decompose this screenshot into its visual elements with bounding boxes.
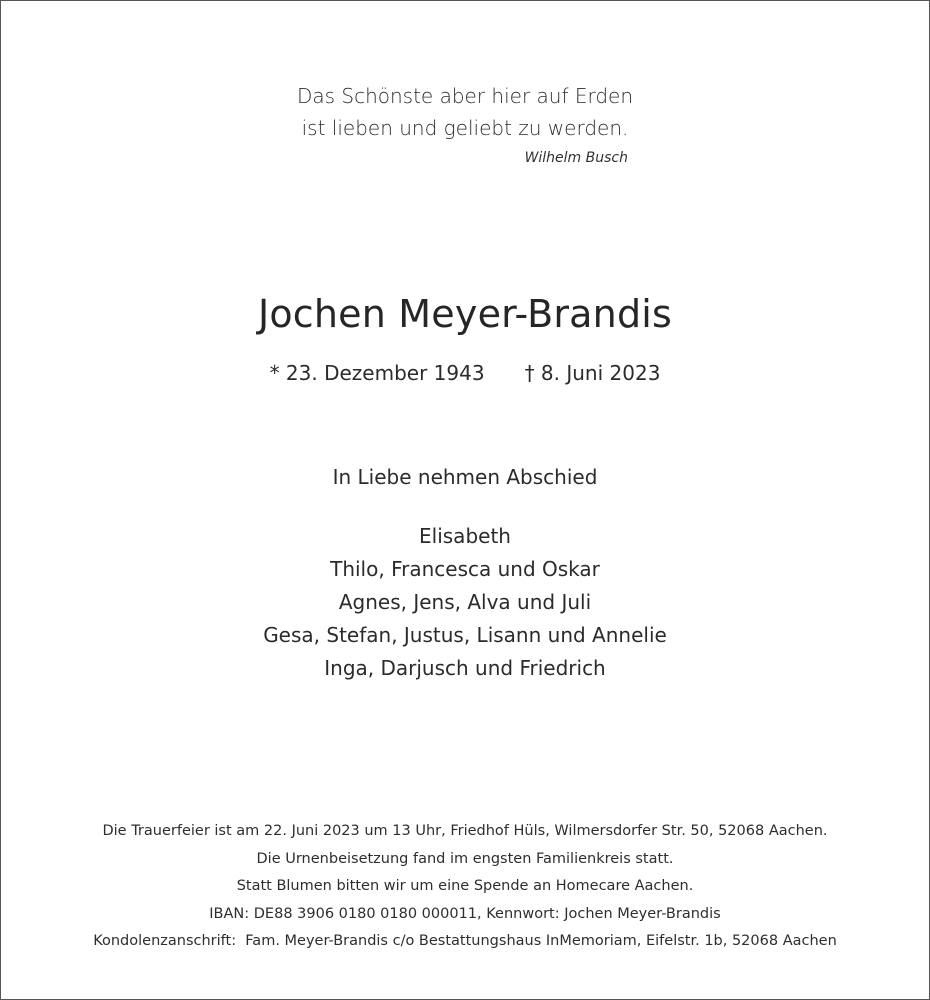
info-line: IBAN: DE88 3906 0180 0180 000011, Kennwort: Jochen Meyer-Brandis <box>209 905 721 922</box>
info-line: Die Trauerfeier ist am 22. Juni 2023 um 13 Uhr, Friedhof Hüls, Wilmersdorfer Str. 50, 52068 Aachen. <box>102 823 828 839</box>
quote-line: Das Schönste aber hier auf Erden <box>296 84 634 108</box>
deceased-name: Jochen Meyer-Brandis <box>257 292 673 336</box>
death-date: † 8. Juni 2023 <box>524 361 661 385</box>
mourner-line: Gesa, Stefan, Justus, Lisann und Annelie <box>263 623 667 647</box>
quote-block <box>0 80 930 144</box>
farewell-heading: In Liebe nehmen Abschied <box>332 465 598 489</box>
mourner-line: Agnes, Jens, Alva und Juli <box>338 590 592 614</box>
life-dates <box>0 361 930 385</box>
birth-date: * 23. Dezember 1943 <box>269 361 485 385</box>
info-line: Statt Blumen bitten wir um eine Spende an Homecare Aachen. <box>236 878 694 894</box>
mourner-line: Inga, Darjusch und Friedrich <box>324 656 606 680</box>
mourner-line: Elisabeth <box>419 524 511 548</box>
info-line: Die Urnenbeisetzung fand im engsten Familienkreis statt. <box>256 850 674 867</box>
ceremony-info <box>0 818 930 956</box>
quote-line: ist lieben und geliebt zu werden. <box>301 116 629 140</box>
mourners-list <box>0 520 930 685</box>
info-line: Kondolenzanschrift: Fam. Meyer-Brandis c/o Bestattungshaus InMemoriam, Eifelstr. 1b, 52068 Aachen <box>93 933 837 949</box>
quote-author: Wilhelm Busch <box>524 150 628 166</box>
mourner-line: Thilo, Francesca und Oskar <box>330 557 600 581</box>
